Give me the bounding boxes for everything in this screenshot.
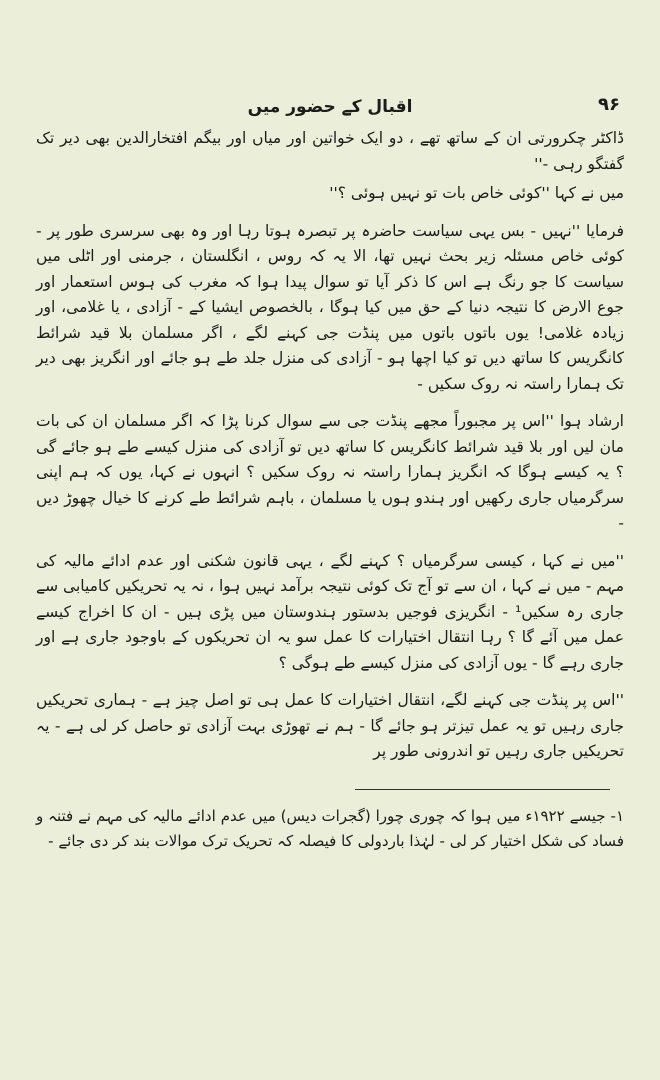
paragraph: ''اس پر پنڈت جی کہنے لگے، انتقال اختیارات کا عمل ہی تو اصل چیز ہے - ہماری تحریکیں جاری رہیں تو یہ عمل تیزتر ہو جائے گا - ہم نے تھوڑی بہت آزادی تو حاصل کر لی ہے - یہ تحریکیں جاری رہیں تو اندرونی طور پر xyxy=(36,691,624,760)
footnote: ۱- جیسے ۱۹۲۲ء میں ہوا کہ چوری چورا (گجرات دیس) میں عدم ادائے مالیہ کی مہم نے فتنہ و فساد کی شکل اختیار کر لی - لہٰذا باردولی کا فیصلہ کہ تحریک ترک موالات بند کر دی جائے - xyxy=(36,806,624,850)
running-title: اقبال کے حضور میں xyxy=(247,97,413,117)
paragraph: ڈاکٹر چکرورتی ان کے ساتھ تھے ، دو ایک خواتین اور میاں اور بیگم افتخارالدین بھی دیر تک گفتگو رہی -'' xyxy=(36,129,624,173)
page-number: ۹۶ xyxy=(598,94,620,115)
paragraph: فرمایا ''نہیں - بس یہی سیاست حاضرہ پر تبصرہ ہوتا رہا اور وہ بھی سرسری طور پر - کوئی خاص مسئلہ زیر بحث نہیں تھا، الا یہ کہ روس ، انگلستان ، جرمنی اور اٹلی میں سیاست کا جو رنگ ہے اس کا ذکر آیا تو سوال پیدا ہوا کہ مغرب کی ہوس استعمار اور جوع الارض کا نتیجہ دنیا کے حق میں کیا ہوگا ، بالخصوص ایشیا کے - آزادی ، یا غلامی، اور زیادہ غلامی! یوں باتوں باتوں میں پنڈت جی کہنے لگے ، اگر مسلمان بلا قید شرائط کانگریس کا ساتھ دیں تو کیا اچھا ہو - آزادی کی منزل جلد طے ہو جائے اور انگریز بھی دیر تک ہمارا راستہ نہ روک سکیں - xyxy=(36,221,624,393)
footnote-divider xyxy=(355,789,610,790)
paragraph: ارشاد ہوا ''اس پر مجبوراً مجھے پنڈت جی سے سوال کرنا پڑا کہ اگر مسلمان ان کی بات مان لیں اور بلا قید شرائط کانگریس کا ساتھ دیں تو آزادی کی منزل کیسے طے ہو جائے گی ؟ یہ کیسے ہوگا کہ انگریز ہمارا راستہ نہ روک سکیں ؟ انہوں نے کہا، یوں کہ ہم اپنی سرگرمیاں جاری رکھیں اور ہندو ہوں یا مسلمان ، باہم شرائط طے کرنے کا خیال چھوڑ دیں - xyxy=(36,412,624,532)
main-text xyxy=(36,126,624,765)
paragraph: ''میں نے کہا ، کیسی سرگرمیاں ؟ کہنے لگے ، یہی قانون شکنی اور عدم ادائے مالیہ کی مہم - میں نے کہا ، ان سے تو آج تک کوئی نتیجہ برآمد نہیں ہوا ، نہ یہ تحریکیں کامیابی سے جاری رہ سکیں¹ - انگریزی فوجیں بدستور ہندوستان میں پڑی ہیں - ان کا اخراج کیسے عمل میں آئے گا ؟ رہا انتقال اختیارات کا عمل سو یہ ان تحریکوں کے باوجود جاری ہے اور جاری رہے گا - یوں آزادی کی منزل کیسے طے ہوگی ؟ xyxy=(36,551,624,672)
page-header xyxy=(36,92,624,126)
paragraph: میں نے کہا ''کوئی خاص بات تو نہیں ہوئی ؟'' xyxy=(329,184,624,202)
